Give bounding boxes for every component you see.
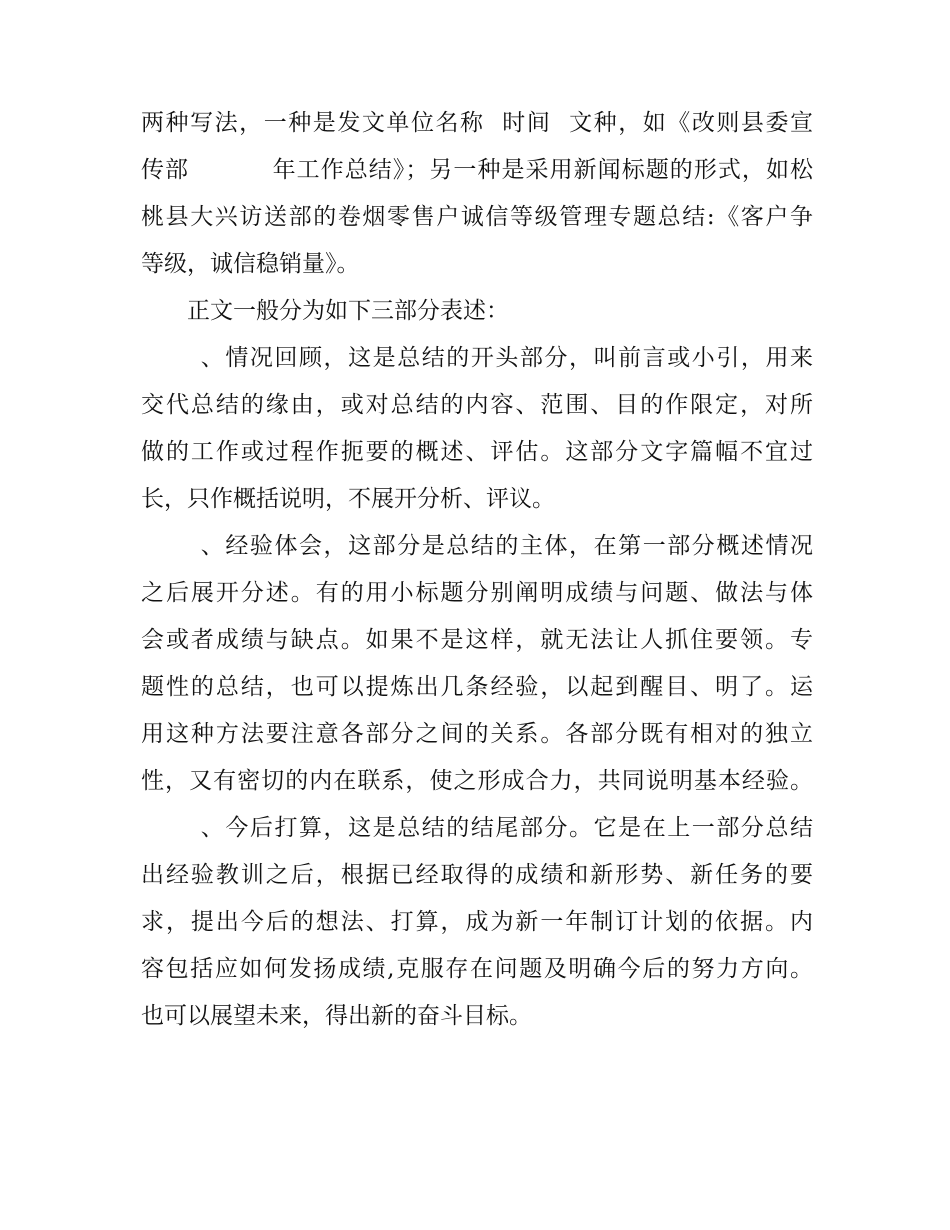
text-line: 传部 年工作总结》；另一种是采用新闻标题的形式，如松 xyxy=(141,157,813,183)
text-line: 长，只作概括说明，不展开分析、评议。 xyxy=(141,486,555,512)
text-line: 也可以展望未来，得出新的奋斗目标。 xyxy=(141,1003,532,1029)
text-line: 求，提出今后的想法、打算，成为新一年制订计划的依据。内 xyxy=(141,909,813,935)
text-line: 、经验体会，这部分是总结的主体，在第一部分概述情况 xyxy=(200,533,813,559)
text-line: 用这种方法要注意各部分之间的关系。各部分既有相对的独立 xyxy=(141,721,813,747)
text-line: 题性的总结，也可以提炼出几条经验，以起到醒目、明了。运 xyxy=(141,674,813,700)
text-line: 、今后打算，这是总结的结尾部分。它是在上一部分总结 xyxy=(200,815,813,841)
text-line: 交代总结的缘由，或对总结的内容、范围、目的作限定，对所 xyxy=(141,392,813,418)
text-line: 会或者成绩与缺点。如果不是这样，就无法让人抓住要领。专 xyxy=(141,627,813,653)
document-body xyxy=(141,100,813,1040)
text-line: 容包括应如何发扬成绩,克服存在问题及明确今后的努力方向。 xyxy=(141,956,813,982)
text-line: 正文一般分为如下三部分表述： xyxy=(187,298,509,324)
text-line: 性，又有密切的内在联系，使之形成合力，共同说明基本经验。 xyxy=(141,768,813,794)
text-line: 之后展开分述。有的用小标题分别阐明成绩与问题、做法与体 xyxy=(141,580,813,606)
text-line: 出经验教训之后，根据已经取得的成绩和新形势、新任务的要 xyxy=(141,862,813,888)
text-line: 两种写法，一种是发文单位名称 时间 文种，如《改则县委宣 xyxy=(141,110,813,136)
text-line: 做的工作或过程作扼要的概述、评估。这部分文字篇幅不宜过 xyxy=(141,439,813,465)
text-line: 、情况回顾，这是总结的开头部分，叫前言或小引，用来 xyxy=(200,345,813,371)
text-line: 桃县大兴访送部的卷烟零售户诚信等级管理专题总结:《客户争 xyxy=(141,204,813,230)
text-line: 等级，诚信稳销量》。 xyxy=(141,251,360,277)
